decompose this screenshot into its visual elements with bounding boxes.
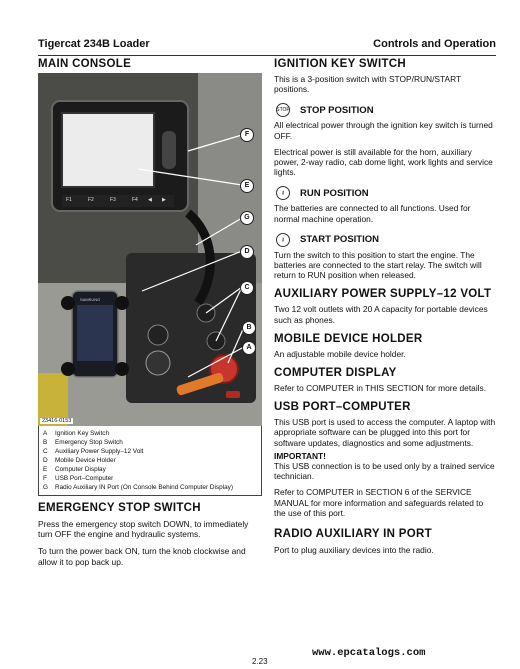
legend-row-b: B Emergency Stop Switch xyxy=(43,439,123,446)
display-button-f2: F2 xyxy=(88,197,94,203)
footer-watermark-url: www.epcatalogs.com xyxy=(312,647,426,659)
right-column xyxy=(274,58,496,555)
header-rule xyxy=(38,55,496,56)
legend-row-d: D Mobile Device Holder xyxy=(43,457,116,464)
emergency-stop-text-2: To turn the power back ON, turn the knob clockwise and allow it to pop back up. xyxy=(38,546,246,567)
start-key-icon: ⚷ xyxy=(276,233,290,247)
stop-position-row xyxy=(274,103,496,117)
legend-row-g: G Radio Auxiliary IN Port (On Console Behind Computer Display) xyxy=(43,484,233,491)
callout-b: B xyxy=(242,321,256,335)
ignition-intro: This is a 3-position switch with STOP/RUN/START positions. xyxy=(274,74,461,95)
run-position-text: The batteries are connected to all functions. Used for normal machine operation. xyxy=(274,203,471,224)
usb-important-label: IMPORTANT! xyxy=(274,450,326,461)
display-button-f1: F1 xyxy=(66,197,72,203)
start-position-text: Turn the switch to this position to start the engine. The batteries are connected to the start relay. The switch will return to RUN position when released. xyxy=(274,249,482,281)
callout-f: F xyxy=(240,128,254,142)
callout-e: E xyxy=(240,179,254,193)
legend-row-c: C Auxiliary Power Supply–12 Volt xyxy=(43,448,144,455)
computer-display-text: Refer to COMPUTER in THIS SECTION for more details. xyxy=(274,383,487,394)
stop-position-icon: STOP xyxy=(276,103,290,117)
callout-g: G xyxy=(240,211,254,225)
aux-power-heading: AUXILIARY POWER SUPPLY–12 VOLT xyxy=(274,288,492,301)
page-header xyxy=(38,38,496,54)
legend-row-e: E Computer Display xyxy=(43,466,106,473)
stop-position-heading: STOP POSITION xyxy=(300,104,374,116)
display-button-right: ▶ xyxy=(162,197,166,203)
header-section-title: Controls and Operation xyxy=(373,38,496,50)
main-console-heading: MAIN CONSOLE xyxy=(38,58,132,70)
phone-brand: SAMSUNG xyxy=(80,297,101,302)
legend-row-a: A Ignition Key Switch xyxy=(43,430,109,437)
run-position-heading: RUN POSITION xyxy=(300,187,369,199)
photo-code: 23416-0153 xyxy=(42,418,72,424)
display-button-f3: F3 xyxy=(110,197,116,203)
radio-aux-heading: RADIO AUXILIARY IN PORT xyxy=(274,528,432,541)
emergency-stop-heading: EMERGENCY STOP SWITCH xyxy=(38,502,201,514)
usb-port-text-1: This USB port is used to access the computer. A laptop with appropriate software can be plugged into this port for software updates, diagnostics and some adjustments. xyxy=(274,417,496,448)
callout-d: D xyxy=(240,245,254,259)
start-position-row xyxy=(274,233,496,247)
display-button-left: ◀ xyxy=(148,197,152,203)
display-button-f4: F4 xyxy=(132,197,138,203)
stop-position-text-1: All electrical power through the ignition key switch is turned OFF. xyxy=(274,120,493,141)
computer-display-heading: COMPUTER DISPLAY xyxy=(274,367,397,380)
page-number: 2.23 xyxy=(252,657,268,666)
mobile-holder-text: An adjustable mobile device holder. xyxy=(274,348,406,359)
legend-row-f: F USB Port–Computer xyxy=(43,475,114,482)
run-position-row xyxy=(274,186,496,200)
stop-position-text-2: Electrical power is still available for the horn, auxiliary power, 2-way radio, cab dome light, work lights and service lights. xyxy=(274,146,493,178)
main-console-photo xyxy=(38,73,262,426)
emergency-stop-text-1: Press the emergency stop switch DOWN, to immediately turn OFF the engine and hydraulic systems. xyxy=(38,519,249,540)
usb-port-text-2: This USB connection is to be used only by a trained service technician. xyxy=(274,461,495,482)
callout-a: A xyxy=(242,341,256,355)
mobile-holder-heading: MOBILE DEVICE HOLDER xyxy=(274,332,423,345)
aux-power-text: Two 12 volt outlets with 20 A capacity for portable devices such as phones. xyxy=(274,304,488,325)
header-manual-title: Tigercat 234B Loader xyxy=(38,38,150,50)
radio-aux-text: Port to plug auxiliary devices into the radio. xyxy=(274,545,434,556)
ignition-heading: IGNITION KEY SWITCH xyxy=(274,58,406,70)
usb-port-text-3: Refer to COMPUTER in SECTION 6 of the SERVICE MANUAL for more information and safeguards related to the use of this port. xyxy=(274,487,484,518)
start-position-heading: START POSITION xyxy=(300,234,379,246)
photo-legend xyxy=(38,426,262,496)
left-column xyxy=(38,58,262,567)
run-key-icon: ⚷ xyxy=(276,186,290,200)
usb-port-heading: USB PORT–COMPUTER xyxy=(274,401,411,414)
callout-c: C xyxy=(240,281,254,295)
